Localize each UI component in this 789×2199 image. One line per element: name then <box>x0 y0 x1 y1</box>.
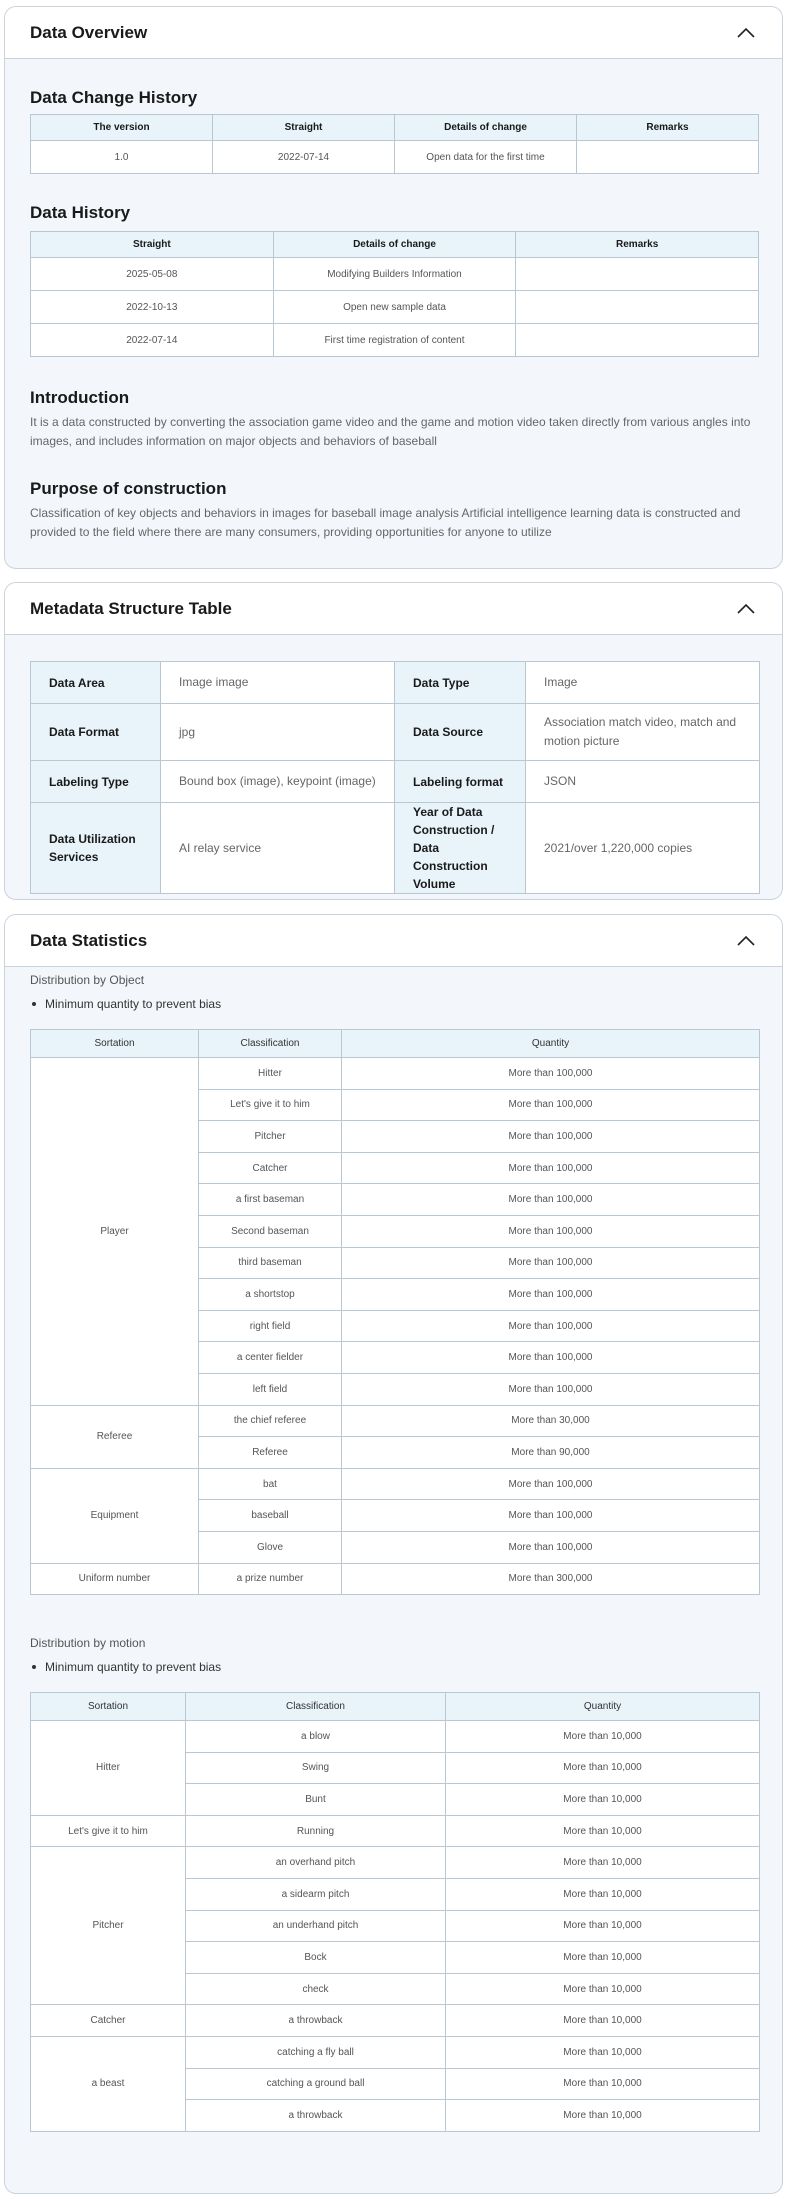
group-cell: Player <box>31 1058 199 1406</box>
table-cell: First time registration of content <box>273 324 516 357</box>
table-cell <box>516 291 759 324</box>
statistics-title: Data Statistics <box>30 930 148 950</box>
meta-key: Data Area <box>31 662 161 704</box>
classification-cell: right field <box>199 1310 342 1342</box>
statistics-header[interactable] <box>5 915 782 967</box>
table-header: Quantity <box>342 1030 760 1058</box>
meta-key: Year of Data Construction / Data Construction Volume <box>395 803 526 894</box>
table-header: Classification <box>186 1693 446 1721</box>
table-header: Quantity <box>446 1693 760 1721</box>
quantity-cell: More than 10,000 <box>446 1973 760 2005</box>
table-row <box>31 761 760 803</box>
table-row <box>31 2036 760 2068</box>
table-row <box>31 1058 760 1090</box>
classification-cell: Pitcher <box>199 1121 342 1153</box>
quantity-cell: More than 100,000 <box>342 1531 760 1563</box>
meta-key: Labeling format <box>395 761 526 803</box>
table-cell <box>516 324 759 357</box>
motion-distribution-table <box>30 1692 760 2132</box>
table-cell: Open data for the first time <box>395 141 577 174</box>
quantity-cell: More than 30,000 <box>342 1405 760 1437</box>
quantity-cell: More than 10,000 <box>446 2036 760 2068</box>
object-bullet <box>30 997 221 1011</box>
table-row <box>31 1815 760 1847</box>
quantity-cell: More than 10,000 <box>446 1815 760 1847</box>
chevron-up-icon[interactable] <box>735 598 757 620</box>
table-cell <box>577 141 759 174</box>
quantity-cell: More than 10,000 <box>446 1910 760 1942</box>
classification-cell: Hitter <box>199 1058 342 1090</box>
classification-cell: a throwback <box>186 2005 446 2037</box>
meta-value: Association match video, match and motion picture <box>526 704 760 761</box>
chevron-up-icon[interactable] <box>735 930 757 952</box>
data-history-table <box>30 231 759 357</box>
table-row <box>31 291 759 324</box>
meta-key: Data Type <box>395 662 526 704</box>
classification-cell: Bock <box>186 1942 446 1974</box>
group-cell: Hitter <box>31 1721 186 1816</box>
table-row <box>31 324 759 357</box>
quantity-cell: More than 100,000 <box>342 1279 760 1311</box>
object-distribution-table <box>30 1029 760 1595</box>
table-row <box>31 1405 760 1437</box>
table-row <box>31 662 760 704</box>
quantity-cell: More than 100,000 <box>342 1121 760 1153</box>
quantity-cell: More than 100,000 <box>342 1468 760 1500</box>
table-cell: Modifying Builders Information <box>273 258 516 291</box>
classification-cell: a shortstop <box>199 1279 342 1311</box>
motion-distribution-label: Distribution by motion <box>30 1636 146 1650</box>
table-row <box>31 2005 760 2037</box>
quantity-cell: More than 10,000 <box>446 1942 760 1974</box>
table-header: The version <box>31 115 213 141</box>
table-header: Remarks <box>577 115 759 141</box>
table-header: Straight <box>31 232 274 258</box>
group-cell: Equipment <box>31 1468 199 1563</box>
table-row <box>31 1721 760 1753</box>
quantity-cell: More than 100,000 <box>342 1152 760 1184</box>
meta-value: AI relay service <box>161 803 395 894</box>
table-cell: 2022-10-13 <box>31 291 274 324</box>
quantity-cell: More than 10,000 <box>446 1878 760 1910</box>
metadata-header[interactable] <box>5 583 782 635</box>
statistics-panel <box>4 914 783 2194</box>
group-cell: Catcher <box>31 2005 186 2037</box>
quantity-cell: More than 10,000 <box>446 2068 760 2100</box>
classification-cell: Catcher <box>199 1152 342 1184</box>
meta-key: Data Format <box>31 704 161 761</box>
data-history-title: Data History <box>30 203 131 222</box>
motion-bullet <box>30 1660 221 1674</box>
classification-cell: catching a fly ball <box>186 2036 446 2068</box>
group-cell: Let's give it to him <box>31 1815 186 1847</box>
classification-cell: the chief referee <box>199 1405 342 1437</box>
quantity-cell: More than 100,000 <box>342 1373 760 1405</box>
classification-cell: Let's give it to him <box>199 1089 342 1121</box>
quantity-cell: More than 10,000 <box>446 1784 760 1816</box>
quantity-cell: More than 100,000 <box>342 1184 760 1216</box>
table-cell: 1.0 <box>31 141 213 174</box>
meta-value: Image image <box>161 662 395 704</box>
motion-bullet-text: Minimum quantity to prevent bias <box>45 1660 222 1674</box>
meta-value: Bound box (image), keypoint (image) <box>161 761 395 803</box>
classification-cell: an overhand pitch <box>186 1847 446 1879</box>
purpose-text: Classification of key objects and behaviors in images for baseball image analysis Artificial intelligence learning data is constructed and provided to the field where there are many consumers, providing opportunities for anyone to utilize <box>30 506 741 539</box>
classification-cell: bat <box>199 1468 342 1500</box>
metadata-table <box>30 661 760 894</box>
classification-cell: Referee <box>199 1437 342 1469</box>
table-cell: 2022-07-14 <box>31 324 274 357</box>
table-row <box>31 141 759 174</box>
quantity-cell: More than 100,000 <box>342 1342 760 1374</box>
classification-cell: an underhand pitch <box>186 1910 446 1942</box>
classification-cell: Second baseman <box>199 1215 342 1247</box>
table-cell: Open new sample data <box>273 291 516 324</box>
meta-value: JSON <box>526 761 760 803</box>
table-row <box>31 1468 760 1500</box>
purpose-title: Purpose of construction <box>30 479 227 498</box>
quantity-cell: More than 100,000 <box>342 1247 760 1279</box>
table-header: Classification <box>199 1030 342 1058</box>
quantity-cell: More than 10,000 <box>446 1752 760 1784</box>
quantity-cell: More than 100,000 <box>342 1310 760 1342</box>
bullet-dot <box>32 1002 36 1006</box>
data-overview-panel <box>4 6 783 569</box>
data-overview-header[interactable] <box>5 7 782 59</box>
quantity-cell: More than 10,000 <box>446 1847 760 1879</box>
quantity-cell: More than 100,000 <box>342 1500 760 1532</box>
meta-value: 2021/over 1,220,000 copies <box>526 803 760 894</box>
table-header: Straight <box>213 115 395 141</box>
table-cell: 2025-05-08 <box>31 258 274 291</box>
classification-cell: Swing <box>186 1752 446 1784</box>
classification-cell: a first baseman <box>199 1184 342 1216</box>
quantity-cell: More than 10,000 <box>446 2005 760 2037</box>
classification-cell: a center fielder <box>199 1342 342 1374</box>
table-row <box>31 803 760 894</box>
table-header: Sortation <box>31 1693 186 1721</box>
quantity-cell: More than 10,000 <box>446 2100 760 2132</box>
classification-cell: Glove <box>199 1531 342 1563</box>
classification-cell: check <box>186 1973 446 2005</box>
quantity-cell: More than 100,000 <box>342 1215 760 1247</box>
table-cell <box>516 258 759 291</box>
meta-value: Image <box>526 662 760 704</box>
object-distribution-label: Distribution by Object <box>30 973 145 987</box>
chevron-up-icon[interactable] <box>735 22 757 44</box>
meta-key: Data Utilization Services <box>31 803 161 894</box>
table-header: Remarks <box>516 232 759 258</box>
group-cell: Pitcher <box>31 1847 186 2005</box>
introduction-title: Introduction <box>30 388 130 407</box>
data-overview-title: Data Overview <box>30 22 148 42</box>
classification-cell: baseball <box>199 1500 342 1532</box>
table-cell: 2022-07-14 <box>213 141 395 174</box>
group-cell: a beast <box>31 2036 186 2131</box>
table-row <box>31 258 759 291</box>
quantity-cell: More than 100,000 <box>342 1089 760 1121</box>
classification-cell: Running <box>186 1815 446 1847</box>
classification-cell: third baseman <box>199 1247 342 1279</box>
classification-cell: catching a ground ball <box>186 2068 446 2100</box>
change-history-table <box>30 114 759 174</box>
classification-cell: Bunt <box>186 1784 446 1816</box>
bullet-dot <box>32 1665 36 1669</box>
classification-cell: a blow <box>186 1721 446 1753</box>
group-cell: Uniform number <box>31 1563 199 1595</box>
table-header: Details of change <box>395 115 577 141</box>
quantity-cell: More than 90,000 <box>342 1437 760 1469</box>
metadata-panel <box>4 582 783 900</box>
object-bullet-text: Minimum quantity to prevent bias <box>45 997 222 1011</box>
table-row <box>31 704 760 761</box>
quantity-cell: More than 100,000 <box>342 1058 760 1090</box>
table-row <box>31 1847 760 1879</box>
meta-key: Data Source <box>395 704 526 761</box>
classification-cell: a throwback <box>186 2100 446 2132</box>
meta-key: Labeling Type <box>31 761 161 803</box>
quantity-cell: More than 10,000 <box>446 1721 760 1753</box>
table-header: Sortation <box>31 1030 199 1058</box>
metadata-title: Metadata Structure Table <box>30 598 232 618</box>
meta-value: jpg <box>161 704 395 761</box>
change-history-title: Data Change History <box>30 88 198 107</box>
classification-cell: a prize number <box>199 1563 342 1595</box>
group-cell: Referee <box>31 1405 199 1468</box>
classification-cell: a sidearm pitch <box>186 1878 446 1910</box>
classification-cell: left field <box>199 1373 342 1405</box>
table-row <box>31 1563 760 1595</box>
introduction-text: It is a data constructed by converting the association game video and the game and motion video taken directly from various angles into images, and includes information on major objects and behaviors of baseball <box>30 415 751 448</box>
quantity-cell: More than 300,000 <box>342 1563 760 1595</box>
table-header: Details of change <box>273 232 516 258</box>
